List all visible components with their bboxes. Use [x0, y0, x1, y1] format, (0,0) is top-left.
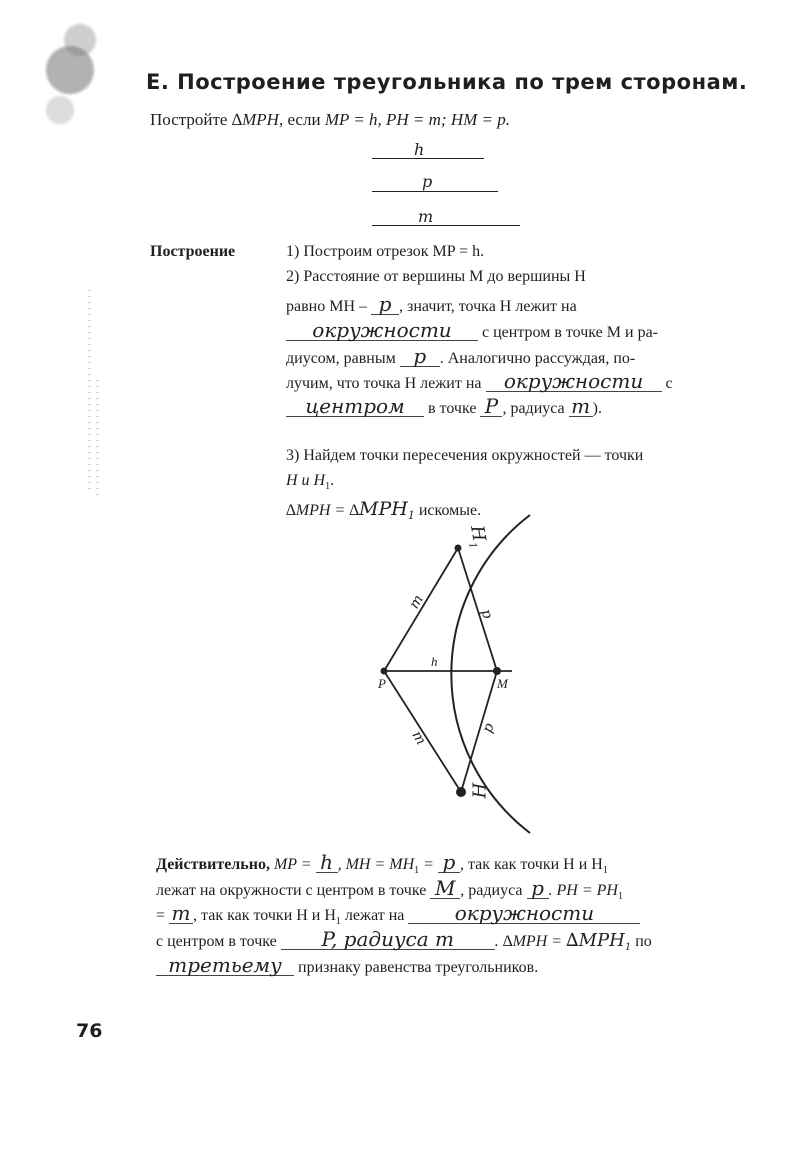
text: . ∆MPH =: [494, 933, 563, 950]
text: 1: [466, 541, 479, 550]
text: признаку равенства треугольников.: [294, 959, 539, 976]
text: , значит, точка H лежит на: [399, 298, 577, 315]
hw-answer: h: [316, 852, 338, 873]
label-p-upper: p: [477, 607, 496, 621]
text: , так как точки H и H: [459, 856, 603, 873]
text: , так как точки H и H: [193, 907, 336, 924]
construction-step-2b: [286, 294, 577, 316]
section-letter: Е.: [146, 70, 170, 94]
text: . PH = PH: [548, 882, 618, 899]
hw-answer: 1: [624, 942, 632, 954]
text: , радиуса: [502, 400, 565, 417]
page-number: 76: [76, 1020, 103, 1042]
segment-h-line: [372, 158, 484, 159]
construction-step-3b: [286, 472, 334, 492]
hw-answer: центром: [286, 396, 424, 417]
text: , радиуса: [460, 882, 523, 899]
label-H1: [464, 524, 491, 550]
text: с: [665, 375, 673, 392]
task-statement: [150, 110, 510, 130]
section-heading: [146, 70, 747, 94]
scan-margin-artifact: [0, 0, 110, 700]
construction-step-2e: [286, 371, 673, 393]
scan-noise: [96, 380, 99, 500]
text: =: [419, 856, 434, 873]
segment-h-label: h: [414, 140, 425, 159]
text: H и H: [286, 472, 326, 489]
hw-answer: m: [569, 396, 593, 417]
text: по: [631, 933, 652, 950]
construction-figure: [330, 500, 570, 850]
text: 1: [414, 865, 420, 877]
text: 1: [617, 891, 623, 903]
text: 1: [335, 916, 341, 928]
label-m-lower: m: [408, 728, 429, 748]
hw-answer: окружности: [286, 320, 478, 341]
proof-lead: Действительно,: [156, 856, 270, 873]
text: равно MH –: [286, 298, 367, 315]
hw-answer: P: [480, 396, 502, 417]
construction-step-2c: [286, 320, 658, 342]
construction-step-3a: 3) Найдем точки пересечения окружностей — точки: [286, 447, 644, 464]
label-M: M: [497, 676, 508, 691]
label-P: P: [378, 676, 386, 691]
proof-line-2: [156, 878, 623, 902]
text: .: [330, 472, 335, 489]
hw-answer: p: [438, 852, 460, 873]
proof-line-1: [156, 852, 608, 876]
text: ∆MPH = ∆: [286, 502, 360, 519]
hw-answer: 1: [407, 509, 415, 523]
text: ).: [592, 400, 602, 417]
label-m-upper: m: [406, 592, 427, 612]
point-P: [381, 668, 388, 675]
proof-line-3: [156, 903, 640, 927]
text: с центром в точке: [156, 933, 277, 950]
section-title: Построение треугольника по трем сторонам.: [177, 70, 748, 94]
text: 1: [325, 481, 331, 493]
construction-step-2f: [286, 396, 602, 418]
hw-answer: p: [400, 346, 440, 367]
text: лежат на: [340, 907, 405, 924]
text: H: [466, 523, 490, 543]
text: лучим, что точка H лежит на: [286, 375, 482, 392]
hw-answer: P, радиуса m: [281, 929, 495, 950]
hw-answer: окружности: [408, 903, 640, 924]
label-p-lower: p: [479, 721, 498, 735]
task-text: , если: [278, 110, 325, 129]
text: искомые.: [414, 502, 482, 519]
point-H1: [455, 545, 462, 552]
segment-m-label: m: [418, 207, 434, 226]
text: 1: [602, 865, 608, 877]
proof-line-5: [156, 955, 538, 977]
hw-answer: M: [430, 878, 460, 899]
task-triangle: ∆MPH: [231, 110, 279, 129]
construction-step-1: 1) Построим отрезок MP = h.: [286, 243, 485, 260]
hw-answer: m: [169, 903, 193, 924]
hw-answer: MPH: [359, 498, 408, 520]
construction-step-2d: [286, 346, 635, 368]
segment-p-line: [372, 191, 498, 192]
text: с центром в точке M и ра-: [482, 324, 658, 341]
segment-p-label: p: [422, 172, 433, 191]
proof-line-4: [156, 929, 652, 953]
text: лежат на окружности с центром в точке: [156, 882, 427, 899]
task-text: Постройте: [150, 110, 232, 129]
text: в точке: [428, 400, 477, 417]
task-conditions: MP = h, PH = m; HM = p.: [324, 110, 511, 129]
text: . Аналогично рассуждая, по-: [439, 350, 636, 367]
text: MP =: [269, 856, 312, 873]
scan-noise: [88, 290, 91, 490]
label-h: h: [431, 654, 438, 669]
hw-answer: p: [527, 878, 549, 899]
hw-answer: p: [371, 294, 399, 315]
label-H: H: [469, 782, 491, 799]
text: диусом, равным: [286, 350, 396, 367]
point-H: [456, 787, 466, 797]
hw-answer: третьему: [156, 955, 294, 976]
text: =: [156, 907, 166, 924]
text: , MH = MH: [337, 856, 415, 873]
point-M: [493, 667, 501, 675]
construction-heading: Построение: [150, 243, 236, 260]
hw-answer: окружности: [486, 371, 662, 392]
segment-m-line: [372, 225, 520, 226]
hw-answer: ∆MPH: [566, 930, 625, 951]
construction-step-2a: 2) Расстояние от вершины M до вершины H: [286, 268, 586, 285]
